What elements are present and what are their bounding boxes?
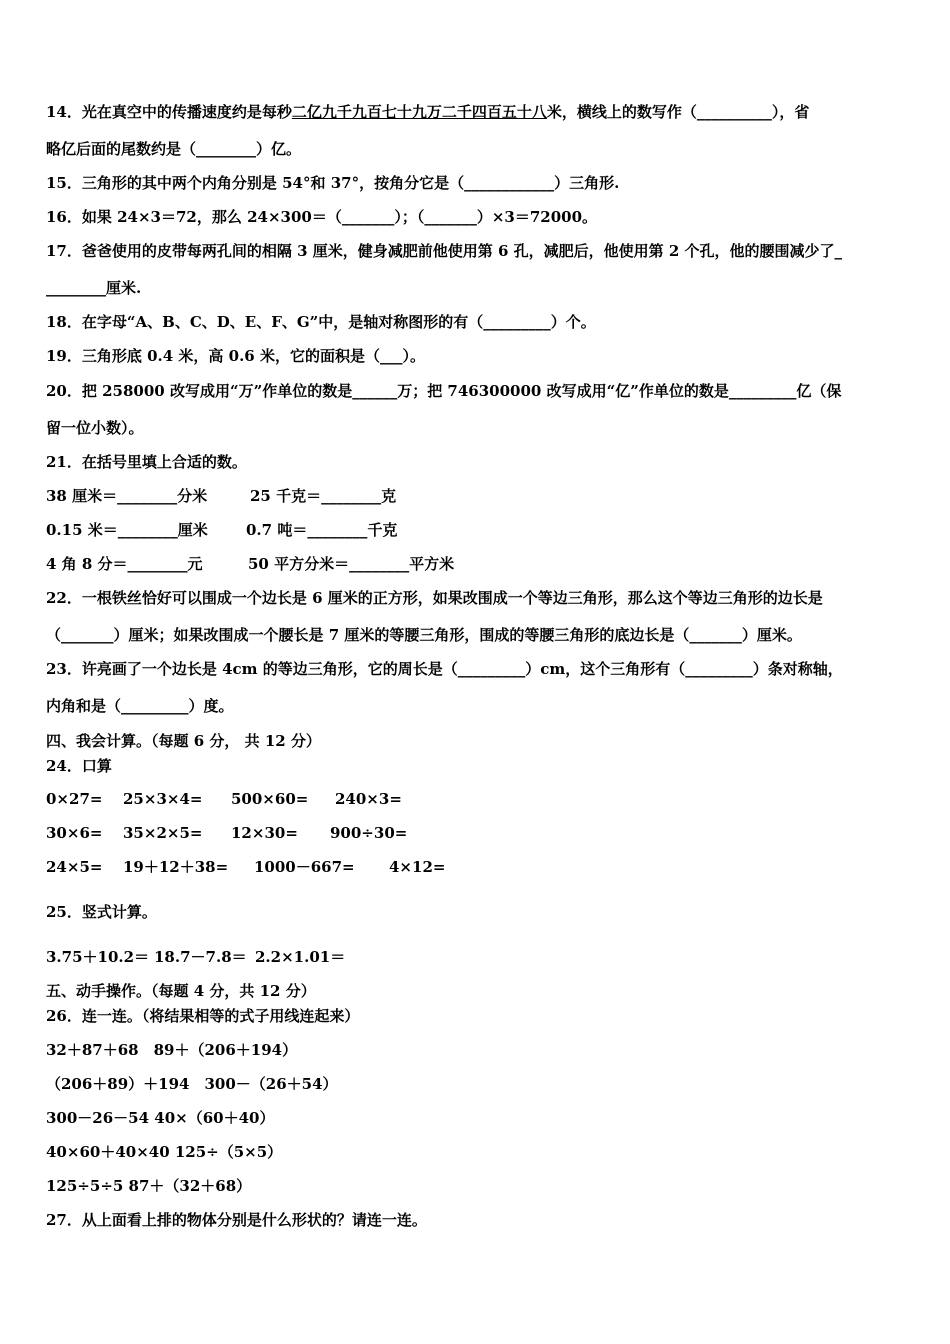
mental-calc-item: 35×2×5= — [123, 824, 203, 842]
q14-prefix: 14．光在真空中的传播速度约是每秒 — [46, 103, 292, 121]
question-20-line-1: 20．把 258000 改写成用“万”作单位的数是______万；把 746300000 改写成用“亿”作单位的数是_________亿（保 — [46, 382, 842, 400]
mental-calc-item: 0×27= — [46, 790, 103, 808]
question-24-row-2 — [46, 823, 407, 843]
question-26-row-3: 300－26－54 40×（60＋40） — [46, 1109, 275, 1127]
question-16: 16．如果 24×3＝72，那么 24×300＝（_______）；（_______）×3＝72000。 — [46, 208, 598, 226]
question-25-row — [46, 947, 345, 967]
question-21-row-1 — [46, 486, 396, 506]
mental-calc-item: 240×3= — [335, 790, 402, 808]
question-17-line-2: ________厘米. — [46, 279, 142, 297]
mental-calc-item: 24×5= — [46, 858, 103, 876]
question-20-line-2: 留一位小数）。 — [46, 419, 144, 437]
q14-underlined-number: 二亿九千九百七十九万二千四百五十八 — [291, 103, 547, 121]
question-14-line-2: 略亿后面的尾数约是（________）亿。 — [46, 140, 302, 158]
question-25: 25．竖式计算。 — [46, 903, 157, 921]
written-calc-item: 18.7－7.8＝ — [154, 948, 247, 966]
mental-calc-item: 900÷30= — [330, 824, 408, 842]
section-4-heading: 四、我会计算。（每题 6 分， 共 12 分） — [46, 732, 321, 750]
section-5-heading: 五、动手操作。（每题 4 分，共 12 分） — [46, 982, 316, 1000]
question-24: 24．口算 — [46, 757, 112, 775]
question-26-row-5: 125÷5÷5 87＋（32＋68） — [46, 1177, 252, 1195]
q21-item: 25 千克＝________克 — [250, 487, 397, 505]
question-27: 27．从上面看上排的物体分别是什么形状的？请连一连。 — [46, 1211, 427, 1229]
question-17-line-1: 17．爸爸使用的皮带每两孔间的相隔 3 厘米，健身减肥前他使用第 6 孔，减肥后，他使用第 2 个孔，他的腰围减少了_ — [46, 242, 843, 260]
question-24-row-1 — [46, 789, 402, 809]
question-23-line-2: 内角和是（_________）度。 — [46, 697, 234, 715]
question-26-row-1: 32＋87＋68 89＋（206＋194） — [46, 1041, 298, 1059]
question-14-line-1 — [46, 102, 809, 122]
written-calc-item: 2.2×1.01＝ — [255, 948, 346, 966]
q14-suffix: 米，横线上的数写作（__________），省 — [546, 103, 810, 121]
q21-item: 38 厘米＝________分米 — [46, 487, 208, 505]
q21-item: 0.7 吨＝________千克 — [246, 521, 398, 539]
q21-item: 50 平方分米＝________平方米 — [248, 555, 455, 573]
mental-calc-item: 500×60= — [231, 790, 309, 808]
question-21-row-2 — [46, 520, 397, 540]
question-15: 15．三角形的其中两个内角分别是 54°和 37°，按角分它是（____________）三角形. — [46, 174, 620, 192]
question-22-line-2: （_______）厘米；如果改围成一个腰长是 7 厘米的等腰三角形，围成的等腰三角形的底边长是（_______）厘米。 — [46, 626, 802, 644]
mental-calc-item: 4×12= — [389, 858, 446, 876]
question-21: 21．在括号里填上合适的数。 — [46, 453, 247, 471]
question-26-row-4: 40×60＋40×40 125÷（5×5） — [46, 1143, 283, 1161]
question-19: 19．三角形底 0.4 米，高 0.6 米，它的面积是（___）。 — [46, 347, 425, 365]
mental-calc-item: 19＋12＋38= — [123, 858, 229, 876]
question-24-row-3 — [46, 857, 445, 877]
mental-calc-item: 12×30= — [231, 824, 298, 842]
question-21-row-3 — [46, 554, 454, 574]
q21-item: 4 角 8 分＝________元 — [46, 555, 203, 573]
mental-calc-item: 1000－667= — [254, 858, 355, 876]
question-26-row-2: （206＋89）＋194 300－（26＋54） — [46, 1075, 338, 1093]
question-18: 18．在字母“A、B、C、D、E、F、G”中，是轴对称图形的有（_________）个。 — [46, 313, 596, 331]
mental-calc-item: 30×6= — [46, 824, 103, 842]
question-22-line-1: 22．一根铁丝恰好可以围成一个边长是 6 厘米的正方形，如果改围成一个等边三角形，那么这个等边三角形的边长是 — [46, 589, 823, 607]
q21-item: 0.15 米＝________厘米 — [46, 521, 208, 539]
mental-calc-item: 25×3×4= — [123, 790, 203, 808]
question-23-line-1: 23．许亮画了一个边长是 4cm 的等边三角形，它的周长是（_________）cm，这个三角形有（_________）条对称轴， — [46, 660, 843, 678]
written-calc-item: 3.75＋10.2＝ — [46, 948, 150, 966]
question-26: 26．连一连。（将结果相等的式子用线连起来） — [46, 1007, 360, 1025]
